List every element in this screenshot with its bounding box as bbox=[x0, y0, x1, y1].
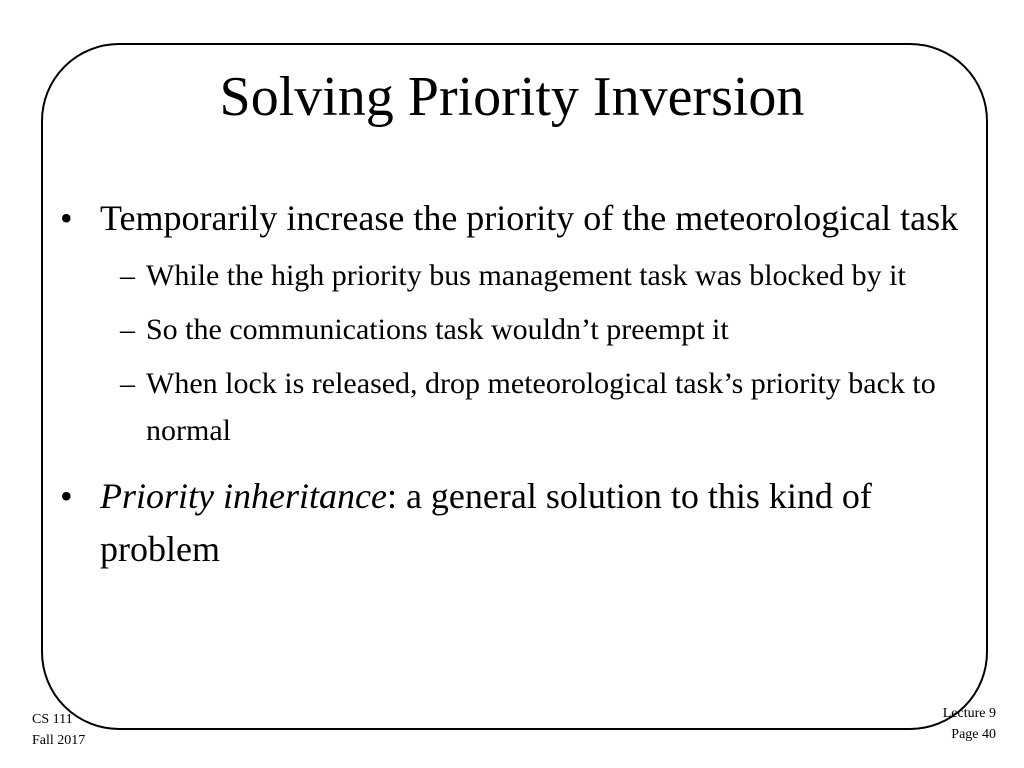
bullet-1-text: Temporarily increase the priority of the meteorological task bbox=[100, 198, 959, 238]
sub-bullet-2-text: So the communications task wouldn’t preempt it bbox=[146, 313, 729, 346]
slide-title: Solving Priority Inversion bbox=[219, 66, 805, 128]
sub-bullet-2 bbox=[60, 306, 960, 353]
slide-content bbox=[60, 192, 960, 576]
bullet-2 bbox=[60, 470, 960, 576]
sub-bullet-1-text: While the high priority bus management task was blocked by it bbox=[146, 259, 906, 292]
sub-bullet-3 bbox=[60, 360, 960, 454]
sub-bullet-1 bbox=[60, 252, 960, 299]
bullet-1-sublist bbox=[60, 252, 960, 454]
dash-marker: – bbox=[120, 259, 135, 292]
dash-marker: – bbox=[120, 313, 135, 346]
bullet-2-emphasis: Priority inheritance bbox=[100, 476, 387, 516]
dash-marker: – bbox=[120, 367, 135, 400]
footer-page-info bbox=[943, 703, 996, 745]
term-label: Fall 2017 bbox=[32, 733, 86, 748]
bullet-marker: • bbox=[60, 198, 73, 238]
footer-course-info bbox=[32, 709, 85, 751]
course-label: CS 111 bbox=[32, 712, 73, 727]
bullet-2-text: : a general solution to this kind of problem bbox=[100, 476, 872, 569]
page-label: Page 40 bbox=[951, 727, 996, 742]
bullet-marker: • bbox=[60, 476, 73, 516]
sub-bullet-3-text: When lock is released, drop meteorological task’s priority back to normal bbox=[146, 367, 936, 447]
bullet-1 bbox=[60, 192, 960, 245]
lecture-label: Lecture 9 bbox=[942, 706, 996, 721]
